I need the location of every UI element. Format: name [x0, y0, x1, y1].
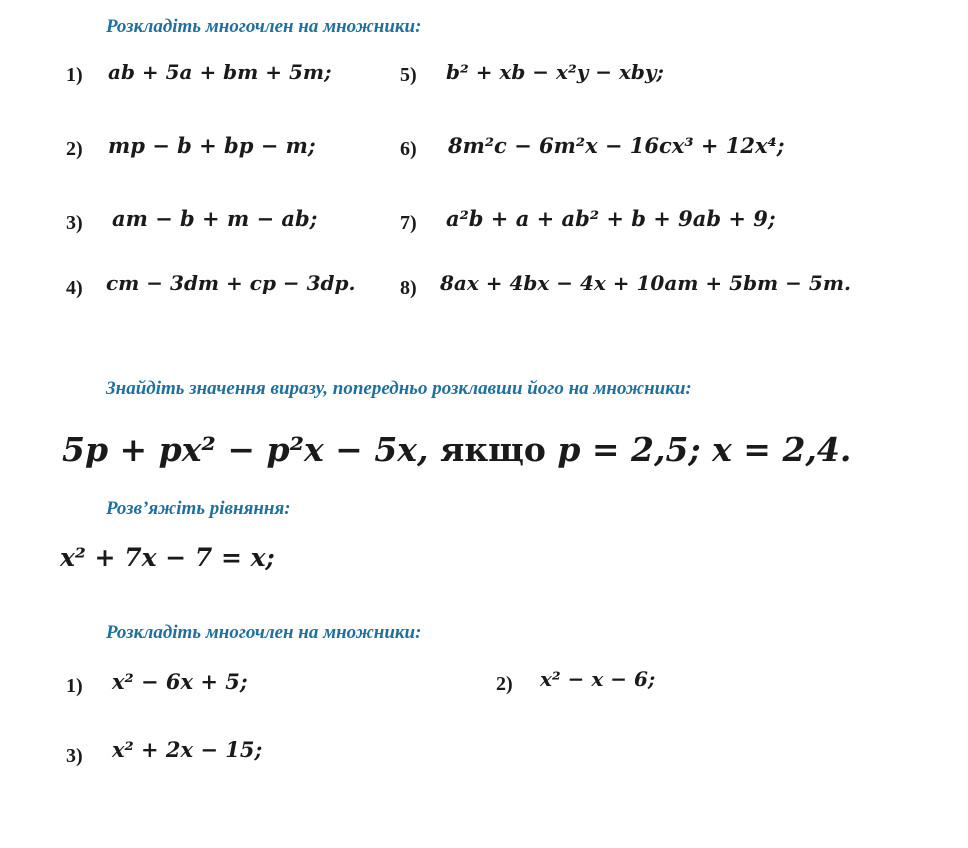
exercise-number: 4) [66, 277, 83, 299]
exercise-number: 8) [400, 277, 417, 299]
polynomial-expression: b² + xb − x²y − xby; [446, 60, 664, 84]
exercise-number: 1) [66, 675, 83, 697]
quadratic-expression: x² + 2x − 15; [112, 737, 263, 762]
section-heading-evaluate: Знайдіть значення виразу, попередньо розклавши його на множники: [106, 378, 692, 399]
exercise-number: 5) [400, 64, 417, 86]
quadratic-expression: x² − 6x + 5; [112, 669, 248, 694]
section-heading-factor: Розкладіть многочлен на множники: [106, 16, 422, 37]
exercise-number: 2) [66, 138, 83, 160]
condition-word: якщо [428, 430, 558, 469]
evaluate-expression [62, 430, 851, 469]
expression-left: 5p + px² − p²x − 5x, [62, 430, 429, 469]
equation: x² + 7x − 7 = x; [60, 543, 275, 572]
polynomial-expression: 8ax + 4bx − 4x + 10am + 5bm − 5m. [440, 271, 851, 295]
quadratic-expression: x² − x − 6; [540, 667, 656, 691]
exercise-number: 7) [400, 212, 417, 234]
polynomial-expression: mp − b + bp − m; [108, 133, 316, 158]
exercise-number: 2) [496, 673, 513, 695]
exercise-number: 3) [66, 745, 83, 767]
polynomial-expression: am − b + m − ab; [112, 206, 318, 231]
expression-values: p = 2,5; x = 2,4. [557, 430, 852, 469]
section-heading-solve: Розв’яжіть рівняння: [106, 498, 291, 519]
exercise-number: 3) [66, 212, 83, 234]
section-heading-factor-2: Розкладіть многочлен на множники: [106, 622, 422, 643]
polynomial-expression: ab + 5a + bm + 5m; [108, 60, 332, 84]
polynomial-expression: a²b + a + ab² + b + 9ab + 9; [446, 206, 776, 231]
exercise-number: 1) [66, 64, 83, 86]
exercise-number: 6) [400, 138, 417, 160]
polynomial-expression: 8m²c − 6m²x − 16cx³ + 12x⁴; [448, 133, 785, 158]
polynomial-expression: cm − 3dm + cp − 3dp. [106, 271, 356, 295]
